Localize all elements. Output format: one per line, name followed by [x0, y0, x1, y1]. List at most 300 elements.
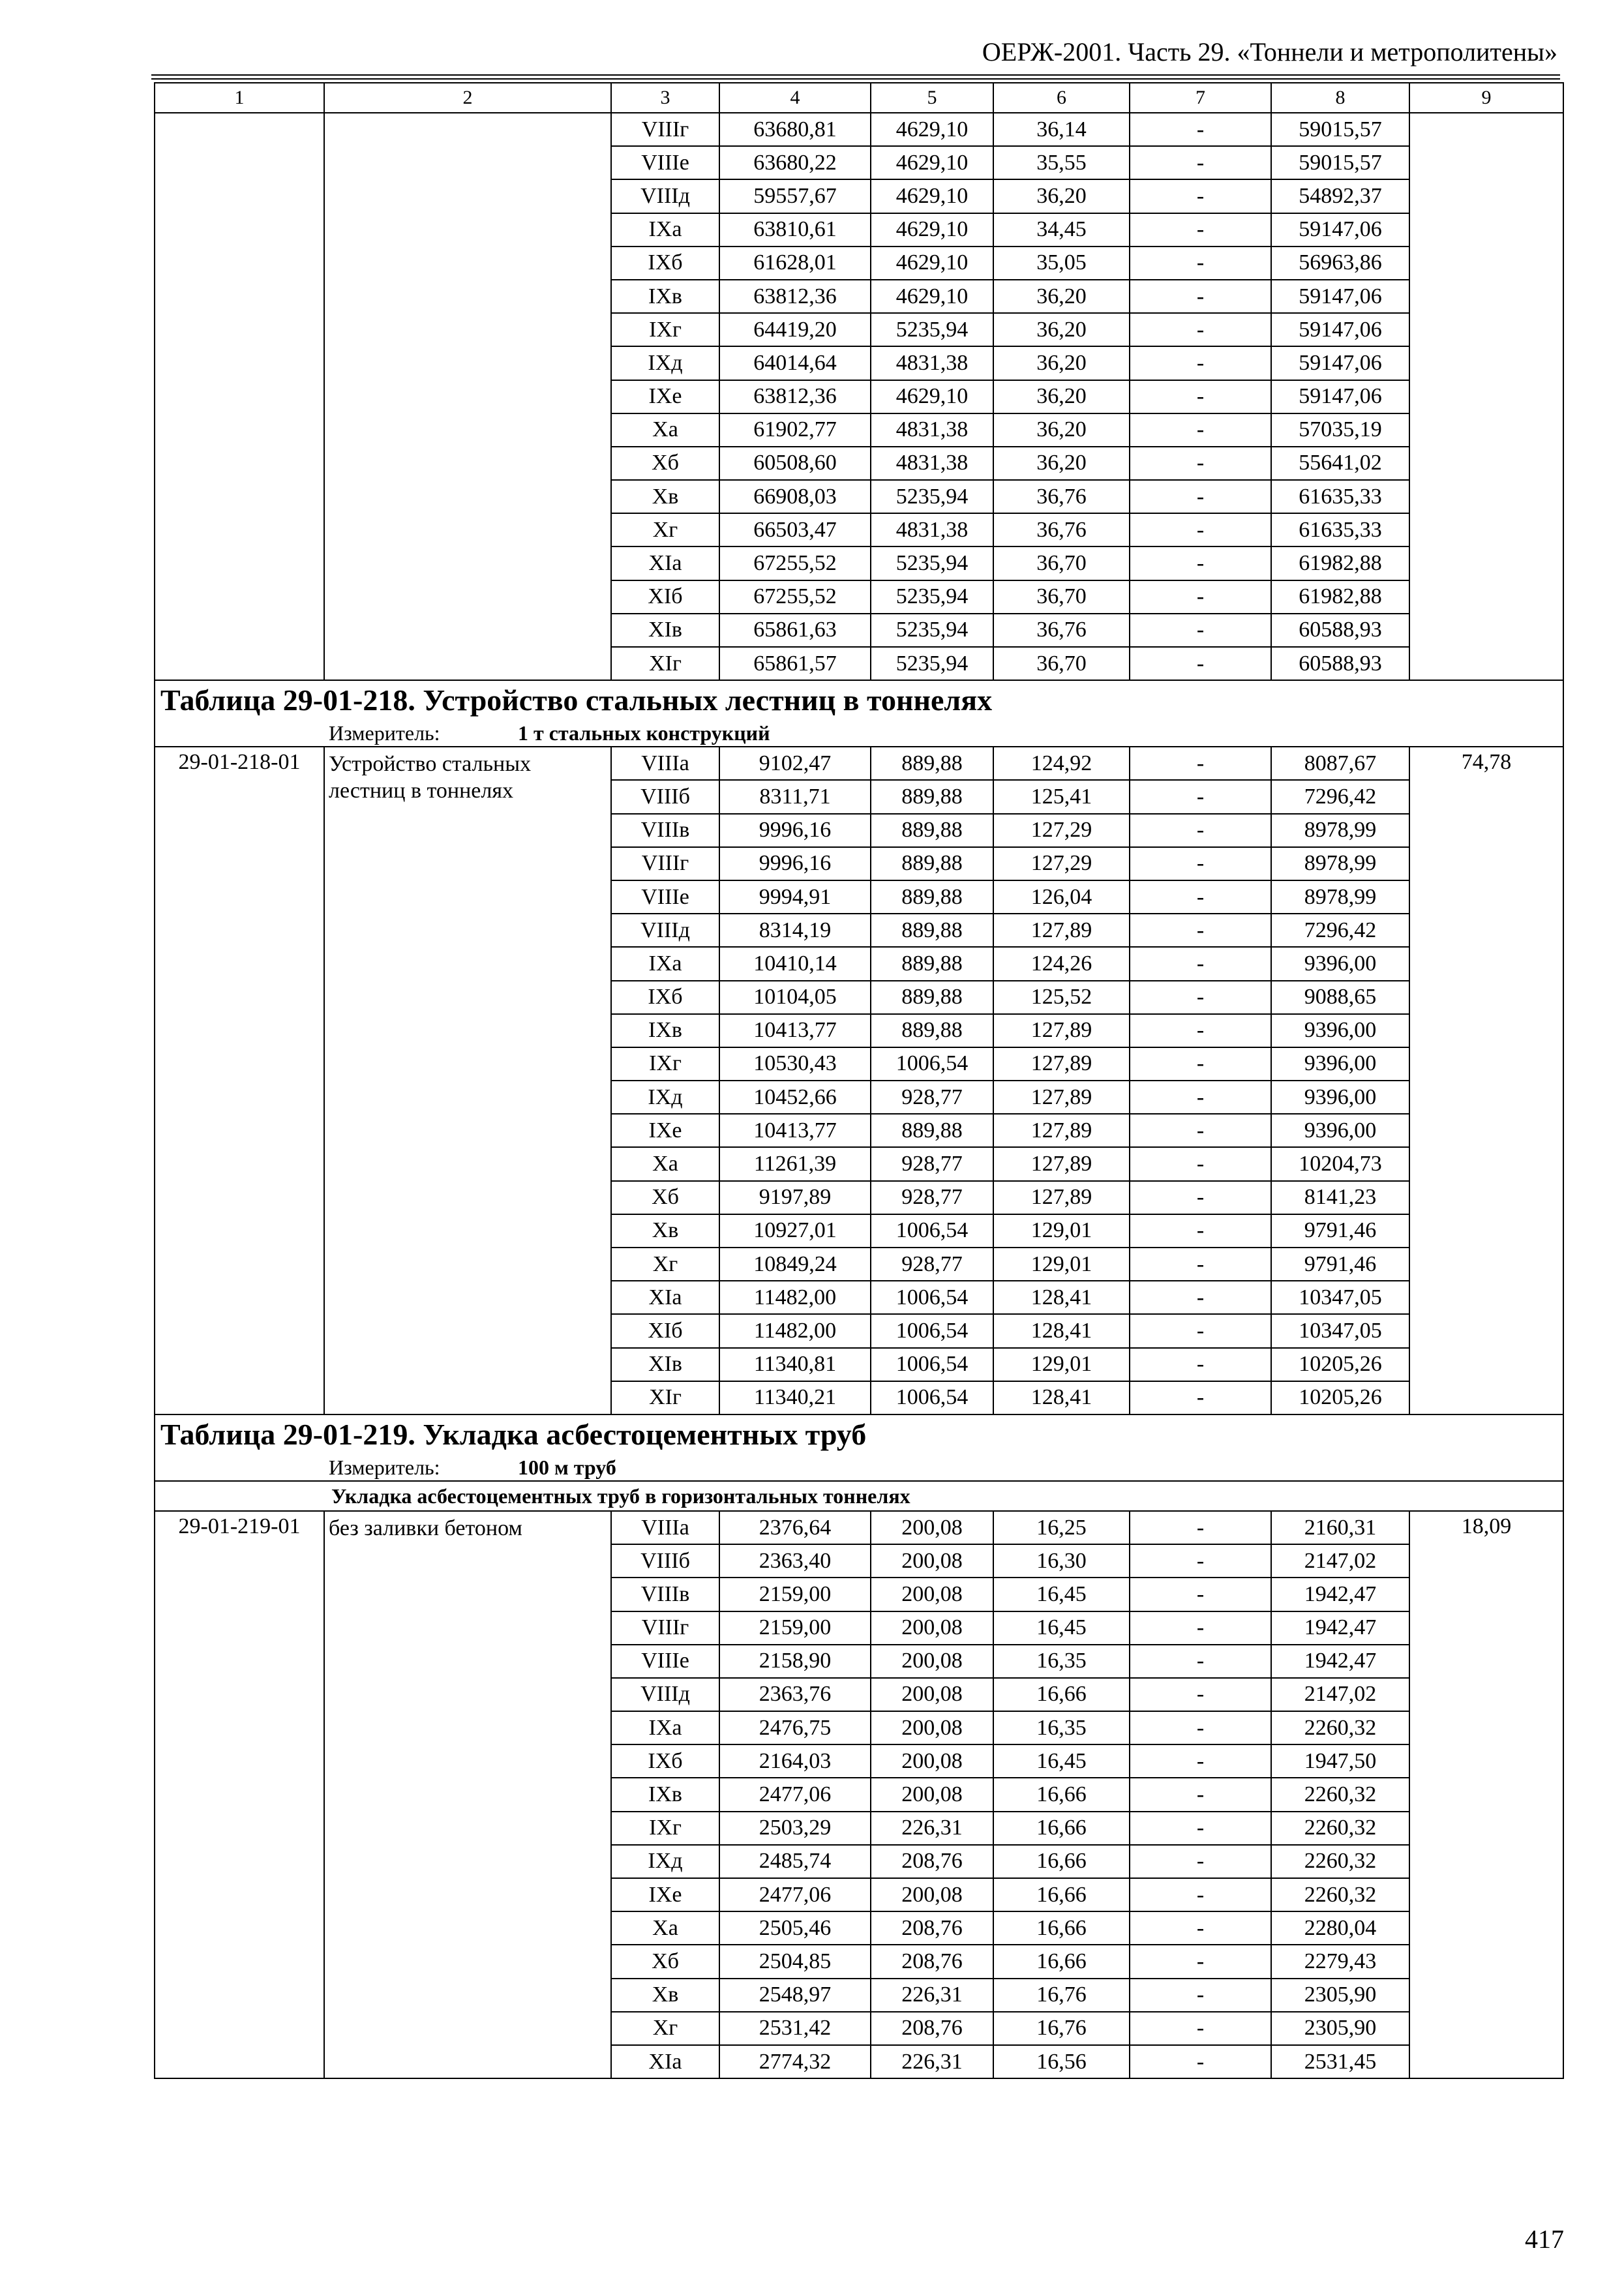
wage-cell: 4831,38 — [871, 413, 993, 447]
zone-cell: Xв — [611, 1979, 719, 2012]
zone-cell: IXг — [611, 313, 719, 346]
direct-cost-cell: 2158,90 — [719, 1645, 871, 1678]
wage-cell: 928,77 — [871, 1181, 993, 1214]
direct-cost-cell: 2505,46 — [719, 1911, 871, 1945]
machine-cost-cell: 35,05 — [993, 247, 1130, 280]
machine-wage-cell: - — [1130, 1314, 1271, 1347]
table-row — [155, 113, 1563, 146]
machine-wage-cell: - — [1130, 1578, 1271, 1611]
material-cost-cell: 56963,86 — [1271, 247, 1409, 280]
direct-cost-cell: 67255,52 — [719, 580, 871, 614]
machine-cost-cell: 127,89 — [993, 1081, 1130, 1114]
zone-cell: Xа — [611, 413, 719, 447]
material-cost-cell: 2305,90 — [1271, 2012, 1409, 2045]
machine-wage-cell: - — [1130, 1778, 1271, 1811]
machine-wage-cell: - — [1130, 146, 1271, 179]
wage-cell: 208,76 — [871, 1911, 993, 1945]
zone-cell: VIIIб — [611, 780, 719, 813]
wage-cell: 208,76 — [871, 1845, 993, 1878]
wage-cell: 5235,94 — [871, 614, 993, 647]
machine-cost-cell: 129,01 — [993, 1248, 1130, 1281]
machine-cost-cell: 127,89 — [993, 1114, 1130, 1147]
labor-cost: 74,78 — [1409, 747, 1563, 1414]
table-row — [155, 747, 1563, 780]
machine-wage-cell: - — [1130, 1114, 1271, 1147]
wage-cell: 200,08 — [871, 1511, 993, 1544]
direct-cost-cell: 65861,63 — [719, 614, 871, 647]
material-cost-cell: 2260,32 — [1271, 1711, 1409, 1744]
wage-cell: 200,08 — [871, 1744, 993, 1778]
material-cost-cell: 59015,57 — [1271, 146, 1409, 179]
direct-cost-cell: 64014,64 — [719, 346, 871, 380]
labor-cost: 18,09 — [1409, 1511, 1563, 2078]
zone-cell: Xб — [611, 447, 719, 480]
wage-cell: 4629,10 — [871, 280, 993, 313]
machine-wage-cell: - — [1130, 1147, 1271, 1180]
material-cost-cell: 2279,43 — [1271, 1945, 1409, 1978]
machine-wage-cell: - — [1130, 447, 1271, 480]
machine-wage-cell: - — [1130, 1645, 1271, 1678]
machine-cost-cell: 36,76 — [993, 480, 1130, 513]
column-number: 2 — [324, 83, 611, 113]
machine-wage-cell: - — [1130, 1979, 1271, 2012]
wage-cell: 200,08 — [871, 1645, 993, 1678]
table-title: Таблица 29-01-219. Укладка асбестоцементных труб — [155, 1414, 1563, 1454]
machine-cost-cell: 126,04 — [993, 880, 1130, 914]
material-cost-cell: 1947,50 — [1271, 1744, 1409, 1778]
material-cost-cell: 2280,04 — [1271, 1911, 1409, 1945]
material-cost-cell: 2260,32 — [1271, 1778, 1409, 1811]
machine-cost-cell: 36,20 — [993, 380, 1130, 413]
zone-cell: VIIIг — [611, 1611, 719, 1645]
direct-cost-cell: 2531,42 — [719, 2012, 871, 2045]
rate-code: 29-01-218-01 — [155, 747, 324, 1414]
direct-cost-cell: 11482,00 — [719, 1281, 871, 1314]
machine-cost-cell: 36,20 — [993, 346, 1130, 380]
column-number: 9 — [1409, 83, 1563, 113]
direct-cost-cell: 63810,61 — [719, 213, 871, 247]
direct-cost-cell: 66908,03 — [719, 480, 871, 513]
direct-cost-cell: 66503,47 — [719, 513, 871, 546]
direct-cost-cell: 2548,97 — [719, 1979, 871, 2012]
wage-cell: 889,88 — [871, 847, 993, 880]
material-cost-cell: 61982,88 — [1271, 546, 1409, 580]
labor-cost — [1409, 113, 1563, 680]
machine-cost-cell: 16,66 — [993, 1911, 1130, 1945]
direct-cost-cell: 67255,52 — [719, 546, 871, 580]
machine-wage-cell: - — [1130, 213, 1271, 247]
direct-cost-cell: 61902,77 — [719, 413, 871, 447]
machine-wage-cell: - — [1130, 1248, 1271, 1281]
direct-cost-cell: 2363,40 — [719, 1544, 871, 1578]
direct-cost-cell: 9102,47 — [719, 747, 871, 780]
zone-cell: IXд — [611, 1081, 719, 1114]
wage-cell: 4629,10 — [871, 179, 993, 213]
direct-cost-cell: 10927,01 — [719, 1214, 871, 1248]
wage-cell: 1006,54 — [871, 1381, 993, 1414]
direct-cost-cell: 9996,16 — [719, 847, 871, 880]
wage-cell: 208,76 — [871, 1945, 993, 1978]
direct-cost-cell: 10410,14 — [719, 947, 871, 980]
direct-cost-cell: 11340,81 — [719, 1348, 871, 1381]
material-cost-cell: 2260,32 — [1271, 1845, 1409, 1878]
machine-cost-cell: 16,25 — [993, 1511, 1130, 1544]
machine-wage-cell: - — [1130, 1911, 1271, 1945]
material-cost-cell: 2147,02 — [1271, 1544, 1409, 1578]
zone-cell: VIIIе — [611, 1645, 719, 1678]
machine-cost-cell: 16,45 — [993, 1611, 1130, 1645]
zone-cell: XIв — [611, 1348, 719, 1381]
machine-cost-cell: 127,89 — [993, 1014, 1130, 1047]
machine-wage-cell: - — [1130, 1845, 1271, 1878]
machine-cost-cell: 124,26 — [993, 947, 1130, 980]
machine-wage-cell: - — [1130, 179, 1271, 213]
column-number: 8 — [1271, 83, 1409, 113]
column-number: 3 — [611, 83, 719, 113]
zone-cell: IXв — [611, 1778, 719, 1811]
machine-wage-cell: - — [1130, 1744, 1271, 1778]
machine-cost-cell: 124,92 — [993, 747, 1130, 780]
zone-cell: Xг — [611, 513, 719, 546]
meter-cell — [155, 1454, 1563, 1481]
material-cost-cell: 9396,00 — [1271, 1014, 1409, 1047]
page-header-title: ОЕРЖ-2001. Часть 29. «Тоннели и метрополитены» — [982, 37, 1557, 67]
zone-cell: IXа — [611, 1711, 719, 1744]
material-cost-cell: 9396,00 — [1271, 947, 1409, 980]
meter-value: 1 т стальных конструкций — [518, 721, 770, 745]
material-cost-cell: 2305,90 — [1271, 1979, 1409, 2012]
machine-cost-cell: 125,52 — [993, 981, 1130, 1014]
direct-cost-cell: 2376,64 — [719, 1511, 871, 1544]
wage-cell: 889,88 — [871, 914, 993, 947]
zone-cell: VIIIе — [611, 880, 719, 914]
meter-row — [155, 720, 1563, 747]
machine-wage-cell: - — [1130, 1047, 1271, 1081]
wage-cell: 200,08 — [871, 1544, 993, 1578]
table-row — [155, 1511, 1563, 1544]
zone-cell: IXв — [611, 1014, 719, 1047]
zone-cell: VIIIа — [611, 1511, 719, 1544]
wage-cell: 208,76 — [871, 2012, 993, 2045]
machine-wage-cell: - — [1130, 2012, 1271, 2045]
column-numbers-row — [155, 83, 1563, 113]
machine-cost-cell: 16,76 — [993, 2012, 1130, 2045]
machine-cost-cell: 16,30 — [993, 1544, 1130, 1578]
direct-cost-cell: 10530,43 — [719, 1047, 871, 1081]
wage-cell: 5235,94 — [871, 313, 993, 346]
material-cost-cell: 61635,33 — [1271, 480, 1409, 513]
machine-wage-cell: - — [1130, 513, 1271, 546]
direct-cost-cell: 2363,76 — [719, 1678, 871, 1711]
material-cost-cell: 55641,02 — [1271, 447, 1409, 480]
material-cost-cell: 10347,05 — [1271, 1281, 1409, 1314]
column-number: 4 — [719, 83, 871, 113]
wage-cell: 4831,38 — [871, 346, 993, 380]
material-cost-cell: 10205,26 — [1271, 1348, 1409, 1381]
wage-cell: 1006,54 — [871, 1348, 993, 1381]
direct-cost-cell: 11261,39 — [719, 1147, 871, 1180]
machine-cost-cell: 36,76 — [993, 614, 1130, 647]
direct-cost-cell: 61628,01 — [719, 247, 871, 280]
material-cost-cell: 59147,06 — [1271, 380, 1409, 413]
machine-cost-cell: 36,20 — [993, 179, 1130, 213]
meter-cell — [155, 720, 1563, 747]
wage-cell: 200,08 — [871, 1678, 993, 1711]
zone-cell: Xа — [611, 1911, 719, 1945]
zone-cell: XIа — [611, 2045, 719, 2078]
machine-cost-cell: 125,41 — [993, 780, 1130, 813]
direct-cost-cell: 10413,77 — [719, 1114, 871, 1147]
material-cost-cell: 61982,88 — [1271, 580, 1409, 614]
wage-cell: 889,88 — [871, 780, 993, 813]
machine-cost-cell: 16,66 — [993, 1678, 1130, 1711]
zone-cell: IXд — [611, 1845, 719, 1878]
zone-cell: Xг — [611, 2012, 719, 2045]
direct-cost-cell: 10104,05 — [719, 981, 871, 1014]
zone-cell: Xб — [611, 1945, 719, 1978]
table-title-row — [155, 1414, 1563, 1454]
material-cost-cell: 9088,65 — [1271, 981, 1409, 1014]
direct-cost-cell: 2477,06 — [719, 1878, 871, 1911]
wage-cell: 889,88 — [871, 880, 993, 914]
machine-wage-cell: - — [1130, 380, 1271, 413]
wage-cell: 200,08 — [871, 1711, 993, 1744]
material-cost-cell: 1942,47 — [1271, 1645, 1409, 1678]
machine-wage-cell: - — [1130, 1281, 1271, 1314]
material-cost-cell: 10347,05 — [1271, 1314, 1409, 1347]
material-cost-cell: 2531,45 — [1271, 2045, 1409, 2078]
column-number: 6 — [993, 83, 1130, 113]
machine-cost-cell: 36,20 — [993, 447, 1130, 480]
machine-wage-cell: - — [1130, 1544, 1271, 1578]
zone-cell: IXб — [611, 247, 719, 280]
zone-cell: IXа — [611, 213, 719, 247]
direct-cost-cell: 2476,75 — [719, 1711, 871, 1744]
machine-wage-cell: - — [1130, 981, 1271, 1014]
material-cost-cell: 60588,93 — [1271, 614, 1409, 647]
machine-cost-cell: 36,20 — [993, 313, 1130, 346]
machine-cost-cell: 127,29 — [993, 814, 1130, 847]
zone-cell: VIIIд — [611, 179, 719, 213]
machine-wage-cell: - — [1130, 1711, 1271, 1744]
zone-cell: Xб — [611, 1181, 719, 1214]
material-cost-cell: 54892,37 — [1271, 179, 1409, 213]
machine-wage-cell: - — [1130, 1181, 1271, 1214]
machine-wage-cell: - — [1130, 1678, 1271, 1711]
machine-wage-cell: - — [1130, 2045, 1271, 2078]
zone-cell: XIв — [611, 614, 719, 647]
machine-cost-cell: 129,01 — [993, 1214, 1130, 1248]
material-cost-cell: 59147,06 — [1271, 313, 1409, 346]
work-name: Устройство стальных лестниц в тоннелях — [324, 747, 611, 1414]
zone-cell: VIIIг — [611, 113, 719, 146]
wage-cell: 889,88 — [871, 814, 993, 847]
zone-cell: VIIIе — [611, 146, 719, 179]
material-cost-cell: 8087,67 — [1271, 747, 1409, 780]
table-title-row — [155, 680, 1563, 720]
zone-cell: Xг — [611, 1248, 719, 1281]
subheading-row — [155, 1481, 1563, 1511]
machine-wage-cell: - — [1130, 580, 1271, 614]
machine-cost-cell: 16,76 — [993, 1979, 1130, 2012]
zone-cell: VIIIб — [611, 1544, 719, 1578]
machine-wage-cell: - — [1130, 914, 1271, 947]
machine-cost-cell: 127,89 — [993, 914, 1130, 947]
rate-code — [155, 113, 324, 680]
material-cost-cell: 7296,42 — [1271, 780, 1409, 813]
machine-cost-cell: 16,66 — [993, 1812, 1130, 1845]
zone-cell: XIб — [611, 1314, 719, 1347]
direct-cost-cell: 2164,03 — [719, 1744, 871, 1778]
direct-cost-cell: 2477,06 — [719, 1778, 871, 1811]
direct-cost-cell: 2159,00 — [719, 1578, 871, 1611]
machine-cost-cell: 128,41 — [993, 1281, 1130, 1314]
machine-cost-cell: 36,20 — [993, 413, 1130, 447]
zone-cell: VIIIд — [611, 1678, 719, 1711]
wage-cell: 4629,10 — [871, 213, 993, 247]
machine-wage-cell: - — [1130, 346, 1271, 380]
material-cost-cell: 9396,00 — [1271, 1081, 1409, 1114]
direct-cost-cell: 9197,89 — [719, 1181, 871, 1214]
machine-wage-cell: - — [1130, 1014, 1271, 1047]
machine-wage-cell: - — [1130, 647, 1271, 680]
machine-wage-cell: - — [1130, 814, 1271, 847]
machine-wage-cell: - — [1130, 113, 1271, 146]
zone-cell: VIIIа — [611, 747, 719, 780]
material-cost-cell: 2160,31 — [1271, 1511, 1409, 1544]
material-cost-cell: 8141,23 — [1271, 1181, 1409, 1214]
work-name: без заливки бетоном — [324, 1511, 611, 2078]
zone-cell: Xв — [611, 1214, 719, 1248]
wage-cell: 200,08 — [871, 1578, 993, 1611]
machine-wage-cell: - — [1130, 1348, 1271, 1381]
machine-cost-cell: 34,45 — [993, 213, 1130, 247]
direct-cost-cell: 60508,60 — [719, 447, 871, 480]
subheading: Укладка асбестоцементных труб в горизонтальных тоннелях — [155, 1481, 1563, 1511]
material-cost-cell: 2260,32 — [1271, 1878, 1409, 1911]
machine-wage-cell: - — [1130, 880, 1271, 914]
machine-cost-cell: 16,35 — [993, 1711, 1130, 1744]
machine-wage-cell: - — [1130, 1511, 1271, 1544]
meter-value: 100 м труб — [518, 1455, 616, 1479]
wage-cell: 1006,54 — [871, 1281, 993, 1314]
meter-label: Измеритель: — [329, 1455, 440, 1479]
direct-cost-cell: 2503,29 — [719, 1812, 871, 1845]
machine-cost-cell: 129,01 — [993, 1348, 1130, 1381]
zone-cell: VIIIв — [611, 814, 719, 847]
direct-cost-cell: 2485,74 — [719, 1845, 871, 1878]
machine-wage-cell: - — [1130, 1945, 1271, 1978]
direct-cost-cell: 65861,57 — [719, 647, 871, 680]
machine-cost-cell: 35,55 — [993, 146, 1130, 179]
machine-cost-cell: 16,66 — [993, 1778, 1130, 1811]
machine-wage-cell: - — [1130, 1381, 1271, 1414]
zone-cell: IXе — [611, 1114, 719, 1147]
machine-cost-cell: 16,45 — [993, 1744, 1130, 1778]
machine-wage-cell: - — [1130, 313, 1271, 346]
zone-cell: IXб — [611, 981, 719, 1014]
wage-cell: 889,88 — [871, 1014, 993, 1047]
machine-wage-cell: - — [1130, 614, 1271, 647]
material-cost-cell: 59147,06 — [1271, 346, 1409, 380]
direct-cost-cell: 2504,85 — [719, 1945, 871, 1978]
material-cost-cell: 9791,46 — [1271, 1214, 1409, 1248]
material-cost-cell: 10205,26 — [1271, 1381, 1409, 1414]
machine-cost-cell: 127,89 — [993, 1147, 1130, 1180]
column-number: 7 — [1130, 83, 1271, 113]
material-cost-cell: 59015,57 — [1271, 113, 1409, 146]
zone-cell: IXд — [611, 346, 719, 380]
material-cost-cell: 59147,06 — [1271, 280, 1409, 313]
machine-cost-cell: 128,41 — [993, 1381, 1130, 1414]
machine-wage-cell: - — [1130, 1611, 1271, 1645]
machine-cost-cell: 36,14 — [993, 113, 1130, 146]
wage-cell: 889,88 — [871, 1114, 993, 1147]
machine-wage-cell: - — [1130, 1081, 1271, 1114]
zone-cell: IXа — [611, 947, 719, 980]
machine-cost-cell: 36,20 — [993, 280, 1130, 313]
direct-cost-cell: 9996,16 — [719, 814, 871, 847]
material-cost-cell: 9396,00 — [1271, 1114, 1409, 1147]
zone-cell: VIIIв — [611, 1578, 719, 1611]
machine-wage-cell: - — [1130, 847, 1271, 880]
machine-wage-cell: - — [1130, 247, 1271, 280]
material-cost-cell: 2147,02 — [1271, 1678, 1409, 1711]
zone-cell: IXв — [611, 280, 719, 313]
material-cost-cell: 59147,06 — [1271, 213, 1409, 247]
wage-cell: 200,08 — [871, 1878, 993, 1911]
material-cost-cell: 8978,99 — [1271, 814, 1409, 847]
zone-cell: XIа — [611, 546, 719, 580]
zone-cell: IXб — [611, 1744, 719, 1778]
machine-cost-cell: 127,89 — [993, 1181, 1130, 1214]
direct-cost-cell: 2774,32 — [719, 2045, 871, 2078]
direct-cost-cell: 63680,22 — [719, 146, 871, 179]
direct-cost-cell: 9994,91 — [719, 880, 871, 914]
direct-cost-cell: 63812,36 — [719, 380, 871, 413]
direct-cost-cell: 10413,77 — [719, 1014, 871, 1047]
machine-wage-cell: - — [1130, 280, 1271, 313]
material-cost-cell: 60588,93 — [1271, 647, 1409, 680]
wage-cell: 4629,10 — [871, 113, 993, 146]
wage-cell: 1006,54 — [871, 1214, 993, 1248]
direct-cost-cell: 63812,36 — [719, 280, 871, 313]
wage-cell: 4629,10 — [871, 247, 993, 280]
machine-cost-cell: 127,89 — [993, 1047, 1130, 1081]
machine-cost-cell: 16,35 — [993, 1645, 1130, 1678]
wage-cell: 200,08 — [871, 1778, 993, 1811]
machine-wage-cell: - — [1130, 546, 1271, 580]
machine-cost-cell: 128,41 — [993, 1314, 1130, 1347]
meter-row — [155, 1454, 1563, 1481]
machine-wage-cell: - — [1130, 947, 1271, 980]
zone-cell: IXг — [611, 1812, 719, 1845]
wage-cell: 889,88 — [871, 747, 993, 780]
wage-cell: 928,77 — [871, 1248, 993, 1281]
wage-cell: 4629,10 — [871, 380, 993, 413]
direct-cost-cell: 10849,24 — [719, 1248, 871, 1281]
machine-wage-cell: - — [1130, 413, 1271, 447]
direct-cost-cell: 11340,21 — [719, 1381, 871, 1414]
material-cost-cell: 2260,32 — [1271, 1812, 1409, 1845]
machine-cost-cell: 36,70 — [993, 546, 1130, 580]
material-cost-cell: 7296,42 — [1271, 914, 1409, 947]
wage-cell: 5235,94 — [871, 546, 993, 580]
wage-cell: 226,31 — [871, 1812, 993, 1845]
zone-cell: Xв — [611, 480, 719, 513]
material-cost-cell: 10204,73 — [1271, 1147, 1409, 1180]
machine-wage-cell: - — [1130, 480, 1271, 513]
